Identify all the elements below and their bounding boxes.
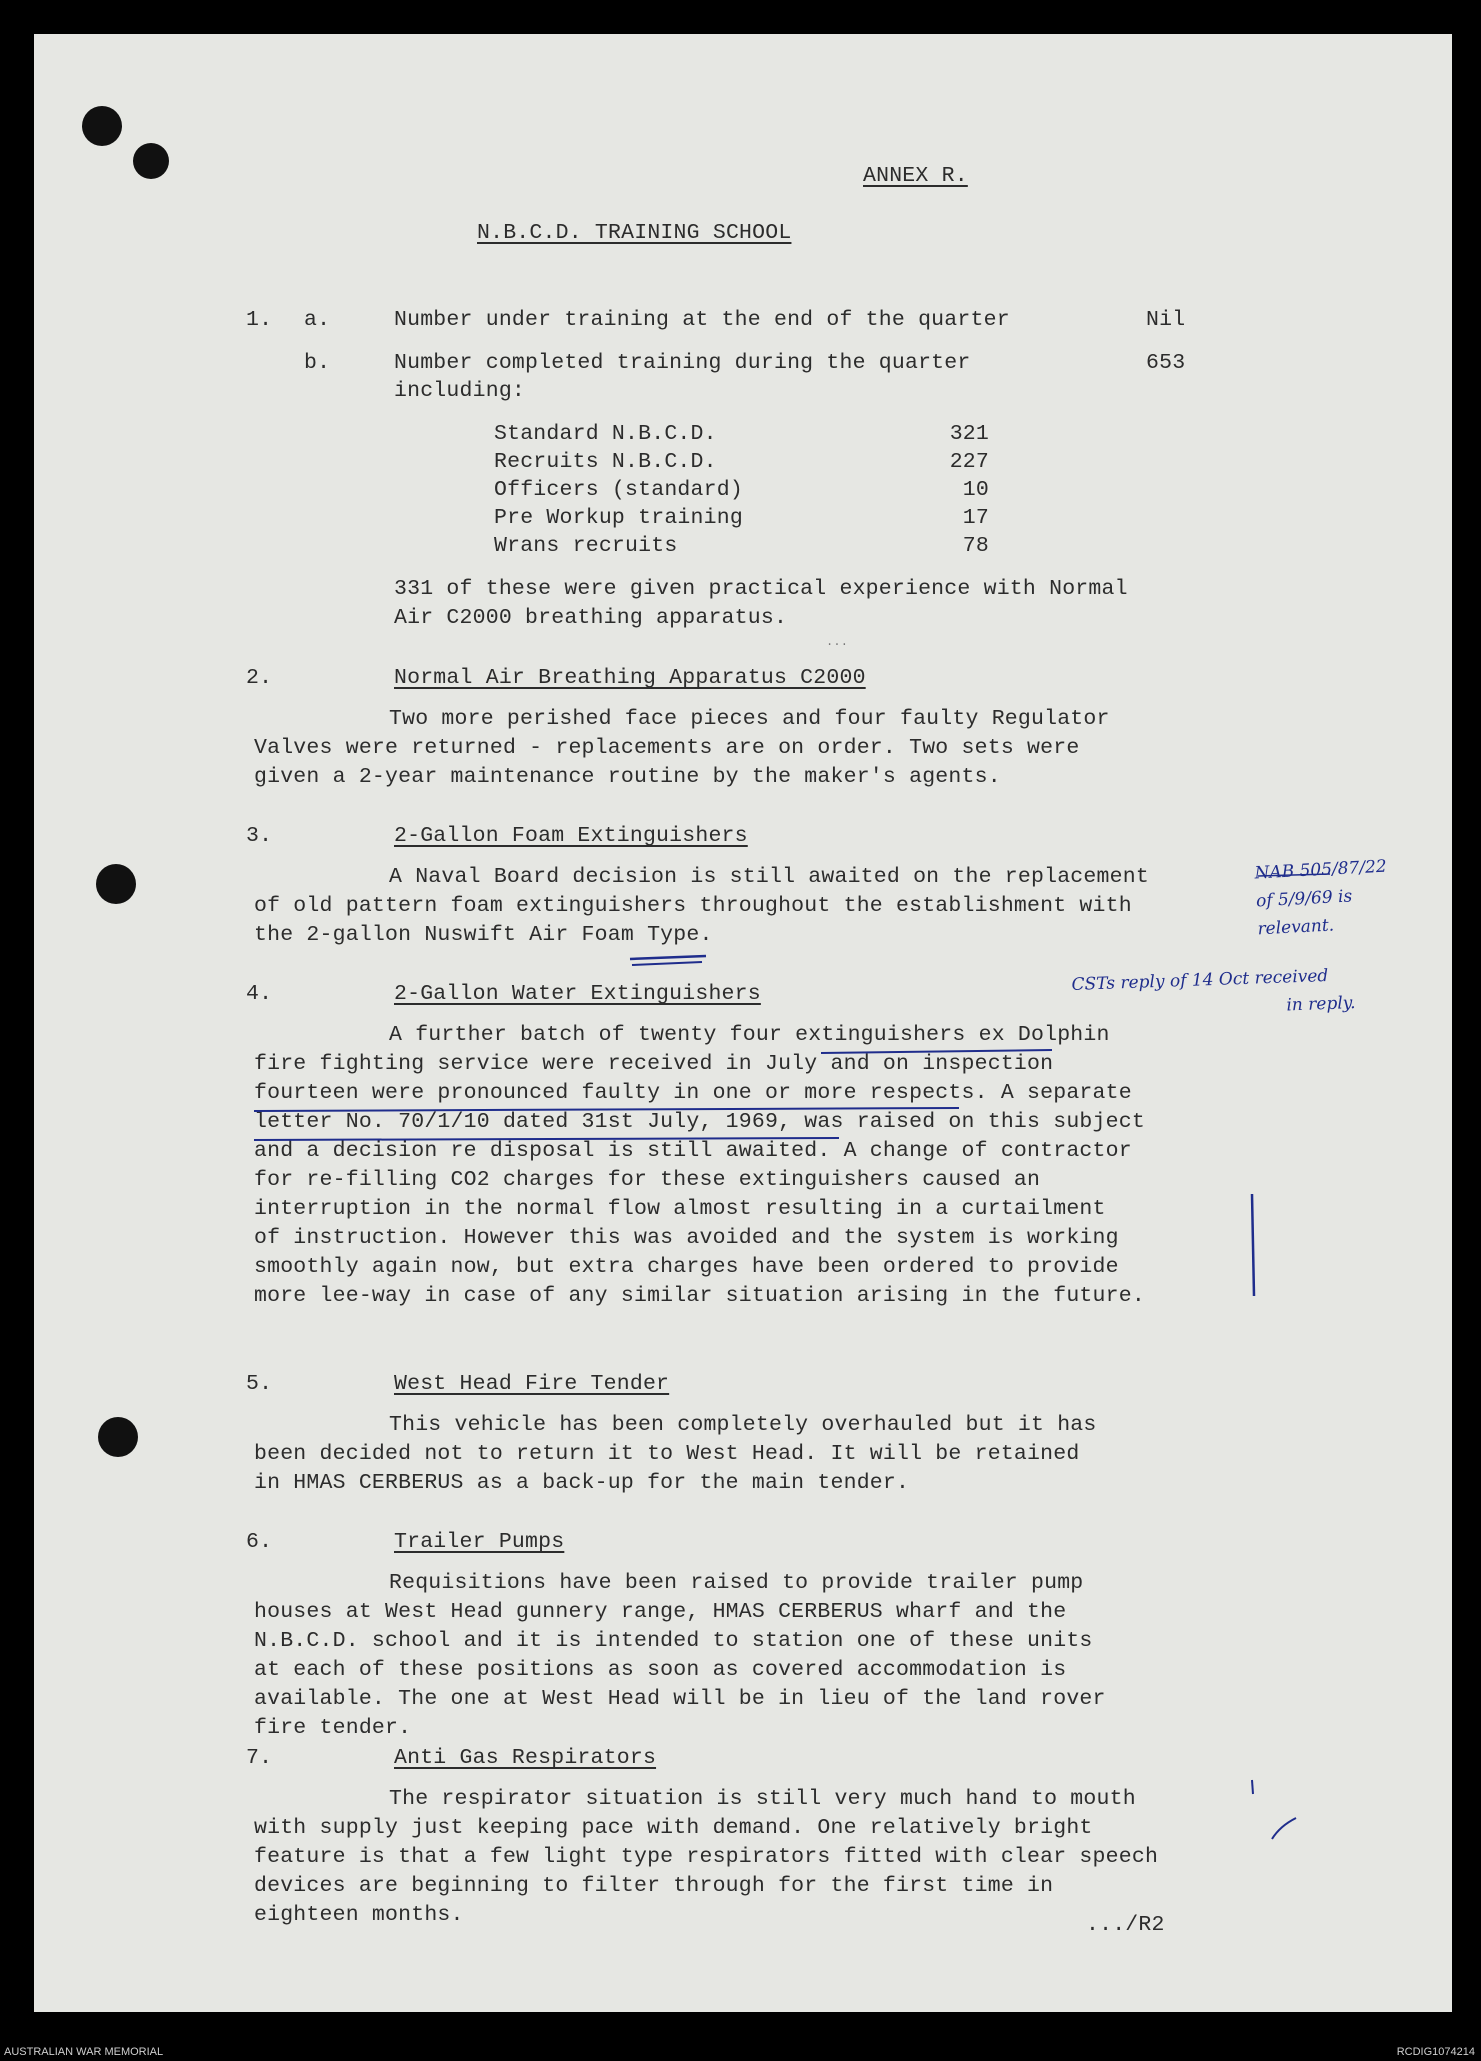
item-1-note (394, 575, 1128, 633)
paragraph-line: fire tender. (254, 1716, 412, 1740)
paragraph-line: feature is that a few light type respirators fitted with clear speech (254, 1845, 1159, 1869)
handwritten-line: of 5/9/69 is (1255, 886, 1353, 912)
document-page (34, 34, 1452, 2012)
section-body (254, 1021, 1145, 1311)
breakdown-label: Wrans recruits (494, 534, 678, 558)
paragraph-line: in HMAS CERBERUS as a back-up for the main tender. (254, 1471, 910, 1495)
paragraph-line: interruption in the normal flow almost resulting in a curtailment (254, 1197, 1106, 1221)
punch-hole-middle (96, 864, 136, 904)
section-heading: West Head Fire Tender (394, 1372, 670, 1396)
punch-hole-bottom (98, 1417, 138, 1457)
paragraph-line: more lee-way in case of any similar situation arising in the future. (254, 1284, 1145, 1308)
section-heading: Trailer Pumps (394, 1530, 565, 1554)
paragraph-line: been decided not to return it to West Head. It will be retained (254, 1442, 1080, 1466)
section-body (254, 863, 1149, 950)
paragraph-line: N.B.C.D. school and it is intended to station one of these units (254, 1629, 1093, 1653)
breakdown-value: 78 (962, 534, 989, 558)
page-title: N.B.C.D. TRAINING SCHOOL (477, 221, 792, 245)
paragraph-line: available. The one at West Head will be in lieu of the land rover (254, 1687, 1106, 1711)
item-1a-letter: a. (304, 308, 331, 332)
breakdown-label: Recruits N.B.C.D. (494, 450, 717, 474)
section-number: 4. (246, 982, 273, 1006)
paragraph-line: Requisitions have been raised to provide trailer pump (389, 1571, 1084, 1595)
paragraph-line: fire fighting service were received in July and on inspection (254, 1052, 1054, 1076)
paragraph-line: of old pattern foam extinguishers throughout the establishment with (254, 894, 1132, 918)
breakdown-value: 17 (962, 506, 989, 530)
handwritten-note (1254, 853, 1390, 944)
handwritten-line: NAB 505/87/22 (1254, 856, 1388, 884)
paragraph-line: A Naval Board decision is still awaited on the replacement (389, 865, 1149, 889)
breakdown-value: 10 (962, 478, 989, 502)
section-heading: Normal Air Breathing Apparatus C2000 (394, 666, 866, 690)
paragraph-line: smoothly again now, but extra charges have been ordered to provide (254, 1255, 1119, 1279)
handwritten-line: CSTs reply of 14 Oct received (1071, 965, 1329, 995)
paragraph-line: Two more perished face pieces and four faulty Regulator (389, 707, 1110, 731)
item-1b-letter: b. (304, 351, 331, 375)
handwritten-reply (1071, 961, 1356, 1027)
item-1b-text: Number completed training during the quarter (394, 351, 971, 375)
handwritten-line: relevant. (1257, 915, 1335, 940)
paragraph-line: fourteen were pronounced faulty in one or more respects. A separate (254, 1081, 1132, 1105)
punch-hole-top-2 (133, 143, 169, 179)
item-1-number: 1. (246, 308, 273, 332)
margin-tick-2 (1272, 1818, 1296, 1839)
paragraph-line: given a 2-year maintenance routine by the maker's agents. (254, 765, 1001, 789)
margin-bracket (1252, 1194, 1254, 1296)
paragraph-line: A further batch of twenty four extinguishers ex Dolphin (389, 1023, 1110, 1047)
section-number: 3. (246, 824, 273, 848)
handwritten-line: in reply. (1286, 993, 1356, 1016)
footer-right: RCDIG1074214 (1396, 2046, 1475, 2058)
ellipsis-mark: ... (826, 635, 849, 649)
section-number: 5. (246, 1372, 273, 1396)
paragraph-line: eighteen months. (254, 1903, 464, 1927)
footer-bar (0, 2044, 1481, 2061)
section-body (254, 705, 1110, 792)
paragraph-line: for re-filling CO2 charges for these extinguishers caused an (254, 1168, 1041, 1192)
underline-air-foam (630, 956, 706, 959)
section-heading: Anti Gas Respirators (394, 1746, 657, 1770)
section-heading: 2-Gallon Foam Extinguishers (394, 824, 748, 848)
paragraph-line: Valves were returned - replacements are on order. Two sets were (254, 736, 1080, 760)
item-1a-text: Number under training at the end of the quarter (394, 308, 1010, 332)
paragraph-line: Air C2000 breathing apparatus. (394, 606, 788, 630)
paragraph-line: of instruction. However this was avoided and the system is working (254, 1226, 1119, 1250)
paragraph-line: at each of these positions as soon as covered accommodation is (254, 1658, 1067, 1682)
paragraph-line: and a decision re disposal is still awaited. A change of contractor (254, 1139, 1132, 1163)
section-body (254, 1569, 1106, 1743)
breakdown-label: Pre Workup training (494, 506, 743, 530)
annex-label: ANNEX R. (863, 164, 968, 188)
item-1b-continuation: including: (394, 379, 526, 403)
paragraph-line: the 2-gallon Nuswift Air Foam Type. (254, 923, 713, 947)
underline-air-foam-2 (632, 962, 702, 965)
section-number: 7. (246, 1746, 273, 1770)
section-number: 2. (246, 666, 273, 690)
margin-tick-1 (1252, 1780, 1253, 1794)
paragraph-line: The respirator situation is still very much hand to mouth (389, 1787, 1136, 1811)
section-heading: 2-Gallon Water Extinguishers (394, 982, 761, 1006)
breakdown-value: 321 (949, 422, 989, 446)
breakdown-value: 227 (949, 450, 989, 474)
punch-hole-top-1 (82, 106, 122, 146)
breakdown-label: Officers (standard) (494, 478, 743, 502)
continuation-mark: .../R2 (1086, 1913, 1165, 1937)
paragraph-line: 331 of these were given practical experience with Normal (394, 577, 1128, 601)
section-body (254, 1785, 1158, 1930)
paragraph-line: letter No. 70/1/10 dated 31st July, 1969, was raised on this subject (254, 1110, 1145, 1134)
paragraph-line: This vehicle has been completely overhauled but it has (389, 1413, 1097, 1437)
item-1a-value: Nil (1146, 308, 1186, 332)
paragraph-line: with supply just keeping pace with demand. One relatively bright (254, 1816, 1093, 1840)
paragraph-line: devices are beginning to filter through for the first time in (254, 1874, 1054, 1898)
paragraph-line: houses at West Head gunnery range, HMAS CERBERUS wharf and the (254, 1600, 1067, 1624)
breakdown-label: Standard N.B.C.D. (494, 422, 717, 446)
section-number: 6. (246, 1530, 273, 1554)
footer-left: AUSTRALIAN WAR MEMORIAL (4, 2046, 164, 2058)
item-1b-value: 653 (1146, 351, 1186, 375)
section-body (254, 1411, 1097, 1498)
